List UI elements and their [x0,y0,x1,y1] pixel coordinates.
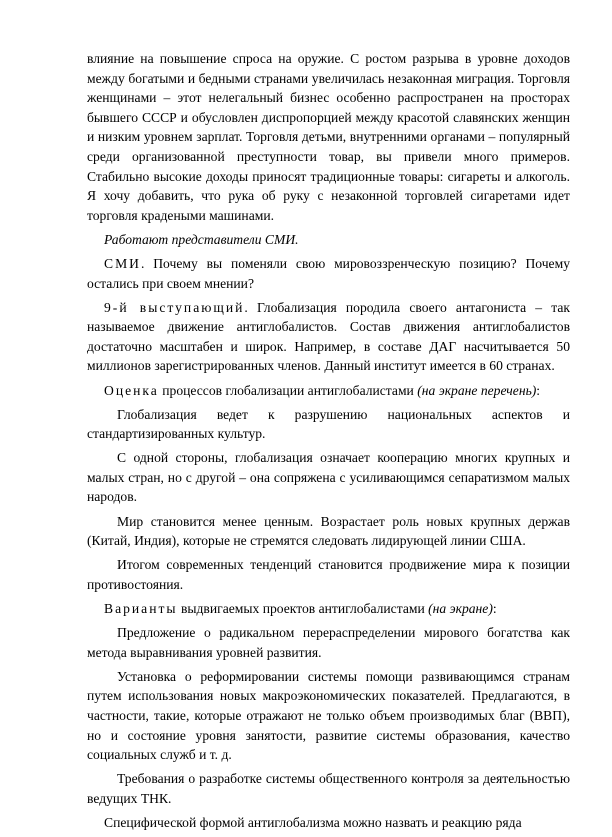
list-item-text: Требования о разработке системы общественного контроля за деятельностью ведущих ТНК. [87,771,570,806]
paragraph-trade: влияние на повышение спроса на оружие. С ростом разрыва в уровне доходов между богатыми и бедными странами увеличилась незаконная миграция. Торговля женщинами – этот нелегальный бизнес особенно распространен на просторах бывшего СССР и обусловлен диспропорцией между красотой славянских женщин и низким уровнем зарплат. Торговля детьми, внутренними органами – популярный среди организованной преступности товар, вы привели много примеров. Стабильно высокие доходы приносят традиционные товары: сигареты и алкоголь. Я хочу добавить, что рука об руку с незаконной торговлей сигаретами идет торговля крадеными машинами. [87,51,570,223]
list-item [87,512,570,551]
list-item-text: Глобализация ведет к разрушению национальных аспектов и стандартизированных культур. [87,406,570,442]
document-page [87,49,570,837]
variants-colon: : [492,600,497,616]
assessment-note: (на экране перечень) [417,382,537,398]
list-item-text: Итогом современных тенденций становится продвижение мира к позиции противостояния. [87,557,570,592]
list-item-text: Установка о реформировании системы помощи развивающимся странам путем использования новых макроэкономических показателей. Предлагаются, в частности, такие, которые отражают не только объем производимых благ (ВВП), но и состояние уровня занятости, развитие системы образования, качество социальных служб и т. д. [87,668,570,763]
list-item [87,405,570,444]
list-item [87,667,570,765]
paragraph-assessment-heading [87,381,570,401]
media-question-text: . Почему вы поменяли свою мировоззренческую позицию? Почему остались при своем мнении? [87,255,570,291]
list-item-text: Предложение о радикальном перераспределении мирового богатства как метода выравнивания уровней развития. [87,625,570,660]
assessment-text: процессов глобализации антиглобалистами [158,382,418,398]
list-item [87,769,570,808]
paragraph-specific-form: Специфической формой антиглобализма можно назвать и реакцию ряда [104,814,522,830]
speaker-9-text: . Глобализация породила своего антагониста – так называемое движение антиглобалистов. Состав движения антиглобалистов достаточно масштабен и широк. Например, в составе ДАГ насчитывается 50 миллионов зарегистрированных членов. Данный институт имеется в 60 странах. [87,299,570,374]
assessment-colon: : [536,382,541,398]
list-item [87,555,570,594]
paragraph-speaker-9 [87,298,570,376]
assessment-label: Оценка [104,382,159,398]
paragraph-media-work: Работают представители СМИ. [104,231,299,247]
paragraph-variants-heading [87,599,570,619]
variants-text: выдвигаемых проектов антиглобалистами [177,600,429,616]
paragraph-media-question [87,254,570,293]
list-item [87,448,570,507]
list-item-text: Мир становится менее ценным. Возрастает роль новых крупных держав (Китай, Индия), которые не стремятся следовать лидирующей линии США. [87,513,570,549]
variants-label: Варианты [104,600,178,616]
speaker-label-9: 9-й выступающий [104,299,245,315]
list-item-text: С одной стороны, глобализация означает кооперацию многих крупных и малых стран, но с другой – она сопряжена с усиливающимся сепаратизмом малых народов. [87,450,570,505]
list-item [87,623,570,662]
speaker-label-media: СМИ [104,255,141,271]
variants-note: (на экране) [428,600,493,616]
